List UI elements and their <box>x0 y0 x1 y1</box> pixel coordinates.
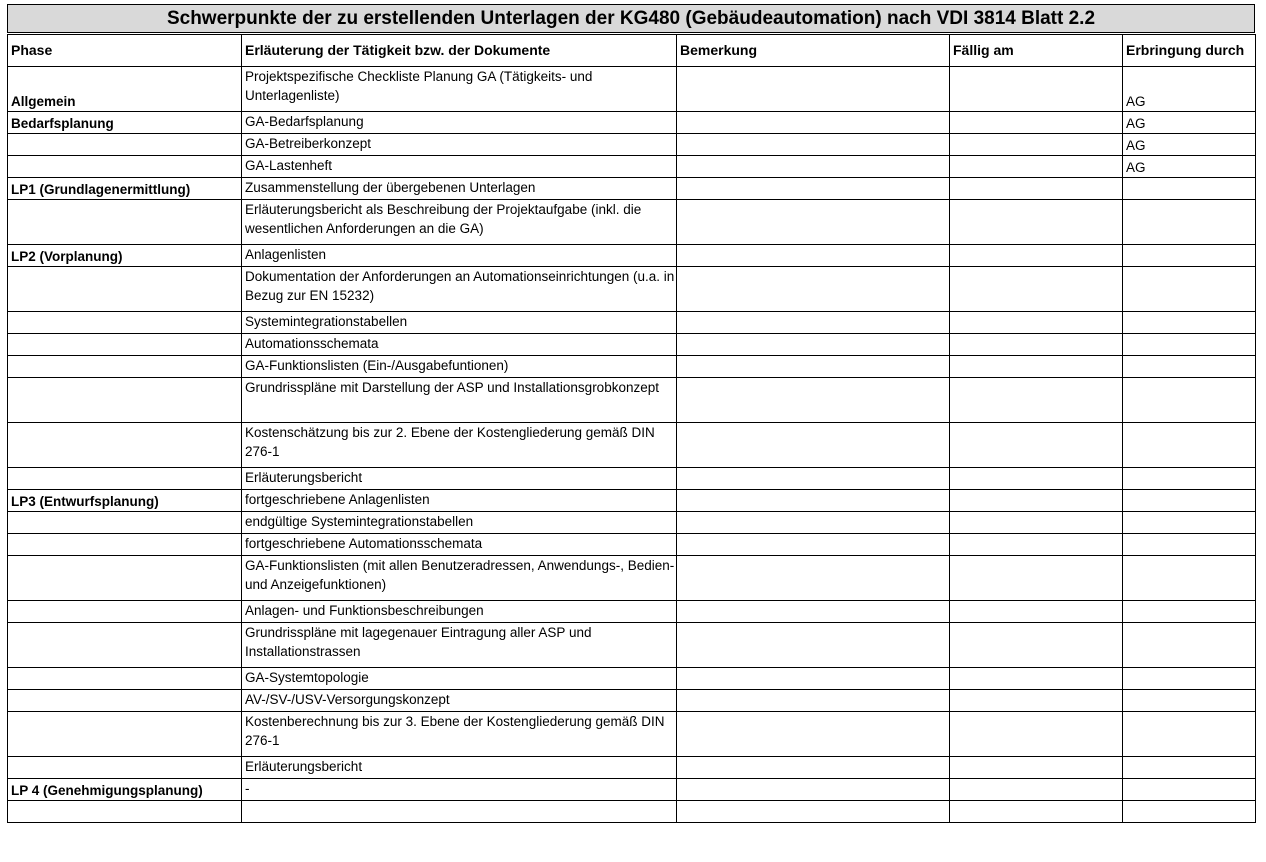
phase-cell[interactable] <box>8 534 242 556</box>
description-cell[interactable]: Dokumentation der Anforderungen an Automationseinrichtungen (u.a. in Bezug zur EN 15232) <box>242 267 677 312</box>
phase-cell[interactable] <box>8 267 242 312</box>
phase-cell[interactable] <box>8 512 242 534</box>
provided-by-cell[interactable] <box>1123 534 1256 556</box>
description-cell[interactable]: Kostenberechnung bis zur 3. Ebene der Kostengliederung gemäß DIN 276-1 <box>242 712 677 757</box>
table-row <box>8 134 1256 156</box>
due-date-cell[interactable] <box>950 757 1123 779</box>
due-date-cell[interactable] <box>950 178 1123 200</box>
description-cell[interactable]: Grundrisspläne mit Darstellung der ASP und Installationsgrobkonzept <box>242 378 677 423</box>
description-cell[interactable]: Anlagen- und Funktionsbeschreibungen <box>242 601 677 623</box>
description-cell[interactable]: GA-Betreiberkonzept <box>242 134 677 156</box>
table-row <box>8 556 1256 601</box>
provided-by-cell[interactable] <box>1123 490 1256 512</box>
provided-by-cell[interactable] <box>1123 757 1256 779</box>
phase-cell[interactable] <box>8 601 242 623</box>
due-date-cell[interactable] <box>950 534 1123 556</box>
remark-cell[interactable] <box>677 134 950 156</box>
phase-cell[interactable]: LP 4 (Genehmigungsplanung) <box>8 779 242 801</box>
provided-by-cell[interactable]: AG <box>1123 67 1256 112</box>
due-date-cell[interactable] <box>950 801 1123 823</box>
remark-cell[interactable] <box>677 178 950 200</box>
table-row <box>8 779 1256 801</box>
remark-cell[interactable] <box>677 490 950 512</box>
provided-by-cell[interactable] <box>1123 801 1256 823</box>
description-cell[interactable]: endgültige Systemintegrationstabellen <box>242 512 677 534</box>
description-cell[interactable]: Anlagenlisten <box>242 245 677 267</box>
remark-cell[interactable] <box>677 67 950 112</box>
remark-cell[interactable] <box>677 267 950 312</box>
phase-cell[interactable] <box>8 801 242 823</box>
provided-by-cell[interactable] <box>1123 423 1256 468</box>
description-cell[interactable]: Kostenschätzung bis zur 2. Ebene der Kostengliederung gemäß DIN 276-1 <box>242 423 677 468</box>
due-date-cell[interactable] <box>950 267 1123 312</box>
table-row <box>8 178 1256 200</box>
table-row <box>8 334 1256 356</box>
description-cell[interactable]: GA-Lastenheft <box>242 156 677 178</box>
due-date-cell[interactable] <box>950 67 1123 112</box>
phase-cell[interactable] <box>8 757 242 779</box>
description-cell[interactable]: Grundrisspläne mit lagegenauer Eintragung aller ASP und Installationstrassen <box>242 623 677 668</box>
remark-cell[interactable] <box>677 690 950 712</box>
description-cell[interactable]: Automationsschemata <box>242 334 677 356</box>
phase-cell[interactable]: LP1 (Grundlagenermittlung) <box>8 178 242 200</box>
table-row <box>8 512 1256 534</box>
description-cell[interactable]: Erläuterungsbericht <box>242 468 677 490</box>
provided-by-cell[interactable] <box>1123 178 1256 200</box>
description-cell[interactable]: GA-Funktionslisten (Ein-/Ausgabefuntionen) <box>242 356 677 378</box>
table-row <box>8 200 1256 245</box>
provided-by-cell[interactable] <box>1123 245 1256 267</box>
table-row <box>8 312 1256 334</box>
phase-cell[interactable] <box>8 334 242 356</box>
table-row <box>8 668 1256 690</box>
remark-cell[interactable] <box>677 757 950 779</box>
remark-cell[interactable] <box>677 468 950 490</box>
phase-cell[interactable]: LP3 (Entwurfsplanung) <box>8 490 242 512</box>
remark-cell[interactable] <box>677 200 950 245</box>
column-header-remark[interactable]: Bemerkung <box>677 35 950 67</box>
description-cell[interactable]: Projektspezifische Checkliste Planung GA (Tätigkeits- und Unterlagenliste) <box>242 67 677 112</box>
column-header-provided-by[interactable]: Erbringung durch <box>1123 35 1256 67</box>
table-row <box>8 356 1256 378</box>
phase-cell[interactable] <box>8 623 242 668</box>
remark-cell[interactable] <box>677 312 950 334</box>
table-row <box>8 490 1256 512</box>
phase-cell[interactable] <box>8 423 242 468</box>
table-row <box>8 245 1256 267</box>
table-row <box>8 712 1256 757</box>
provided-by-cell[interactable]: AG <box>1123 134 1256 156</box>
description-cell[interactable]: GA-Funktionslisten (mit allen Benutzeradressen, Anwendungs-, Bedien- und Anzeigefunktionen) <box>242 556 677 601</box>
remark-cell[interactable] <box>677 356 950 378</box>
due-date-cell[interactable] <box>950 556 1123 601</box>
phase-cell[interactable]: LP2 (Vorplanung) <box>8 245 242 267</box>
due-date-cell[interactable] <box>950 468 1123 490</box>
provided-by-cell[interactable] <box>1123 623 1256 668</box>
description-cell[interactable]: AV-/SV-/USV-Versorgungskonzept <box>242 690 677 712</box>
remark-cell[interactable] <box>677 112 950 134</box>
due-date-cell[interactable] <box>950 312 1123 334</box>
due-date-cell[interactable] <box>950 623 1123 668</box>
table-row <box>8 267 1256 312</box>
phase-cell[interactable] <box>8 668 242 690</box>
provided-by-cell[interactable] <box>1123 779 1256 801</box>
remark-cell[interactable] <box>677 156 950 178</box>
due-date-cell[interactable] <box>950 601 1123 623</box>
description-cell[interactable]: Erläuterungsbericht als Beschreibung der Projektaufgabe (inkl. die wesentlichen Anforderungen an die GA) <box>242 200 677 245</box>
table-row <box>8 423 1256 468</box>
phase-cell[interactable]: Bedarfsplanung <box>8 112 242 134</box>
remark-cell[interactable] <box>677 623 950 668</box>
phase-cell[interactable] <box>8 712 242 757</box>
header-row <box>8 35 1256 67</box>
description-cell[interactable]: Systemintegrationstabellen <box>242 312 677 334</box>
phase-cell[interactable] <box>8 156 242 178</box>
due-date-cell[interactable] <box>950 512 1123 534</box>
provided-by-cell[interactable]: AG <box>1123 112 1256 134</box>
table-row <box>8 801 1256 823</box>
description-cell[interactable]: fortgeschriebene Anlagenlisten <box>242 490 677 512</box>
remark-cell[interactable] <box>677 512 950 534</box>
column-header-due-date[interactable]: Fällig am <box>950 35 1123 67</box>
phase-cell[interactable] <box>8 556 242 601</box>
description-cell[interactable]: Erläuterungsbericht <box>242 757 677 779</box>
provided-by-cell[interactable] <box>1123 267 1256 312</box>
provided-by-cell[interactable] <box>1123 312 1256 334</box>
description-cell[interactable]: - <box>242 779 677 801</box>
phase-cell[interactable] <box>8 312 242 334</box>
remark-cell[interactable] <box>677 423 950 468</box>
phase-cell[interactable] <box>8 134 242 156</box>
provided-by-cell[interactable] <box>1123 512 1256 534</box>
remark-cell[interactable] <box>677 801 950 823</box>
remark-cell[interactable] <box>677 712 950 757</box>
table-row <box>8 534 1256 556</box>
provided-by-cell[interactable] <box>1123 356 1256 378</box>
due-date-cell[interactable] <box>950 779 1123 801</box>
table-row <box>8 757 1256 779</box>
remark-cell[interactable] <box>677 378 950 423</box>
description-cell[interactable]: GA-Bedarfsplanung <box>242 112 677 134</box>
remark-cell[interactable] <box>677 334 950 356</box>
provided-by-cell[interactable] <box>1123 690 1256 712</box>
table-row <box>8 378 1256 423</box>
sheet-title[interactable]: Schwerpunkte der zu erstellenden Unterlagen der KG480 (Gebäudeautomation) nach VDI 3814 Blatt 2.2 <box>7 4 1255 33</box>
due-date-cell[interactable] <box>950 245 1123 267</box>
provided-by-cell[interactable] <box>1123 334 1256 356</box>
remark-cell[interactable] <box>677 556 950 601</box>
due-date-cell[interactable] <box>950 200 1123 245</box>
phase-cell[interactable] <box>8 378 242 423</box>
remark-cell[interactable] <box>677 601 950 623</box>
provided-by-cell[interactable] <box>1123 668 1256 690</box>
provided-by-cell[interactable] <box>1123 468 1256 490</box>
due-date-cell[interactable] <box>950 378 1123 423</box>
table-row <box>8 112 1256 134</box>
table-row <box>8 156 1256 178</box>
description-cell[interactable]: Zusammenstellung der übergebenen Unterlagen <box>242 178 677 200</box>
description-cell[interactable]: fortgeschriebene Automationsschemata <box>242 534 677 556</box>
phase-cell[interactable] <box>8 468 242 490</box>
requirements-table <box>7 34 1256 823</box>
table-row <box>8 690 1256 712</box>
due-date-cell[interactable] <box>950 423 1123 468</box>
due-date-cell[interactable] <box>950 156 1123 178</box>
due-date-cell[interactable] <box>950 712 1123 757</box>
table-row <box>8 601 1256 623</box>
provided-by-cell[interactable] <box>1123 200 1256 245</box>
provided-by-cell[interactable] <box>1123 556 1256 601</box>
remark-cell[interactable] <box>677 668 950 690</box>
provided-by-cell[interactable] <box>1123 601 1256 623</box>
provided-by-cell[interactable] <box>1123 378 1256 423</box>
due-date-cell[interactable] <box>950 134 1123 156</box>
column-header-description[interactable]: Erläuterung der Tätigkeit bzw. der Dokumente <box>242 35 677 67</box>
provided-by-cell[interactable] <box>1123 712 1256 757</box>
description-cell[interactable]: GA-Systemtopologie <box>242 668 677 690</box>
provided-by-cell[interactable]: AG <box>1123 156 1256 178</box>
due-date-cell[interactable] <box>950 112 1123 134</box>
description-cell[interactable] <box>242 801 677 823</box>
phase-cell[interactable] <box>8 200 242 245</box>
phase-cell[interactable] <box>8 356 242 378</box>
remark-cell[interactable] <box>677 245 950 267</box>
phase-cell[interactable]: Allgemein <box>8 67 242 112</box>
table-body <box>8 67 1256 823</box>
phase-cell[interactable] <box>8 690 242 712</box>
column-header-phase[interactable]: Phase <box>8 35 242 67</box>
table-row <box>8 623 1256 668</box>
due-date-cell[interactable] <box>950 668 1123 690</box>
due-date-cell[interactable] <box>950 334 1123 356</box>
due-date-cell[interactable] <box>950 690 1123 712</box>
table-row <box>8 67 1256 112</box>
table-row <box>8 468 1256 490</box>
due-date-cell[interactable] <box>950 490 1123 512</box>
due-date-cell[interactable] <box>950 356 1123 378</box>
remark-cell[interactable] <box>677 779 950 801</box>
remark-cell[interactable] <box>677 534 950 556</box>
